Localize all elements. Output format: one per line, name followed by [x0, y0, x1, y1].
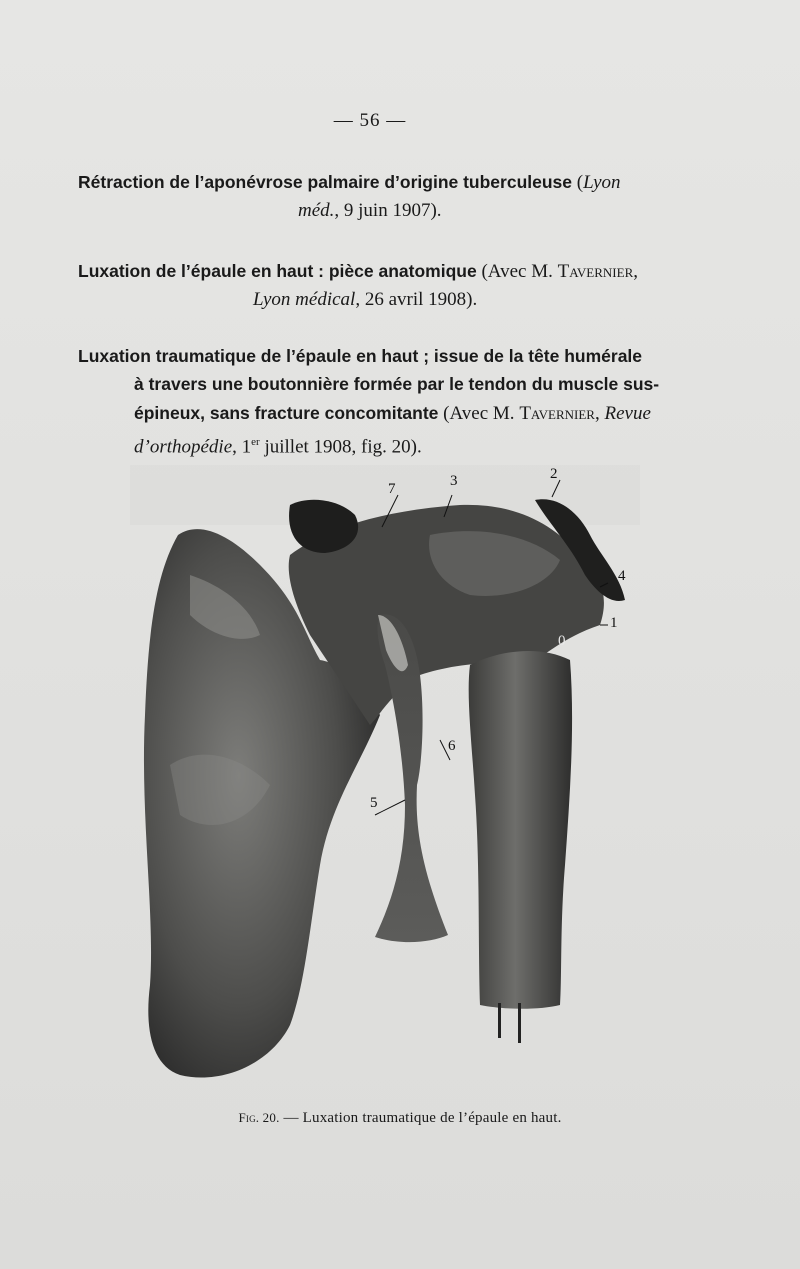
figure-caption: [0, 1110, 800, 1127]
entry-ref-open: (: [576, 172, 584, 193]
entry-journal-2: d’orthopédie: [134, 436, 233, 458]
label-7: 7: [388, 481, 396, 497]
entry-date-sup: er: [251, 436, 260, 448]
label-1: 1: [610, 615, 618, 631]
entry-title: Luxation de l’épaule en haut : pièce anatomique: [78, 261, 477, 281]
entry-journal: Revue: [604, 403, 651, 424]
label-3: 3: [450, 473, 458, 489]
entry-journal: Lyon médical: [253, 289, 356, 310]
entry-ref-with: (Avec M.: [443, 403, 515, 424]
label-0: 0: [558, 633, 566, 649]
anatomical-figure: [130, 465, 640, 1090]
entry-date-num: 1: [241, 436, 252, 458]
shoulder-specimen-photo: [130, 465, 640, 1090]
entry-journal-abbrev: méd.: [298, 200, 335, 221]
bibliography-entry-3: Luxation traumatique de l’épaule en haut ; issue de la tête humérale à travers une boutonnière formée par le tendon du muscle sus- épineux, sans fracture concomitante (Avec M. Tavernier, Revue d’orthopédie, 1er juillet 1908, fig. 20).: [78, 342, 698, 461]
caption-dash: —: [279, 1110, 303, 1126]
entry-title-line-2: à travers une boutonnière formée par le tendon du muscle sus-: [134, 374, 660, 394]
entry-title-line-1: Luxation traumatique de l’épaule en haut ; issue de la tête humérale: [78, 346, 643, 366]
entry-author: Tavernier: [557, 261, 634, 282]
entry-ref-date: , 9 juin 1907).: [334, 200, 442, 221]
entry-title: Rétraction de l’aponévrose palmaire d’origine tuberculeuse: [78, 172, 573, 192]
entry-author: Tavernier: [519, 403, 595, 424]
bibliography-entry-1: [78, 168, 698, 225]
caption-text: Luxation traumatique de l’épaule en haut.: [302, 1110, 562, 1126]
entry-ref-with: (Avec M.: [481, 261, 553, 282]
bibliography-entry-2: Luxation de l’épaule en haut : pièce anatomique (Avec M. Tavernier, Lyon médical, 26 avril 1908).: [78, 261, 638, 310]
label-6: 6: [448, 738, 456, 754]
label-4: 4: [618, 568, 626, 584]
humerus-shaft-shape: [469, 651, 572, 1009]
label-5: 5: [370, 795, 378, 811]
figure-number: Fig. 20.: [238, 1110, 280, 1125]
label-2: 2: [550, 466, 558, 482]
page-number: — 56 —: [333, 110, 407, 131]
entry-title-line-3: épineux, sans fracture concomitante: [134, 403, 439, 423]
entry-ref-date: , 26 avril 1908).: [355, 289, 478, 310]
entry-ref-date: juillet 1908, fig. 20).: [259, 436, 422, 458]
entry-journal: Lyon: [583, 172, 621, 193]
